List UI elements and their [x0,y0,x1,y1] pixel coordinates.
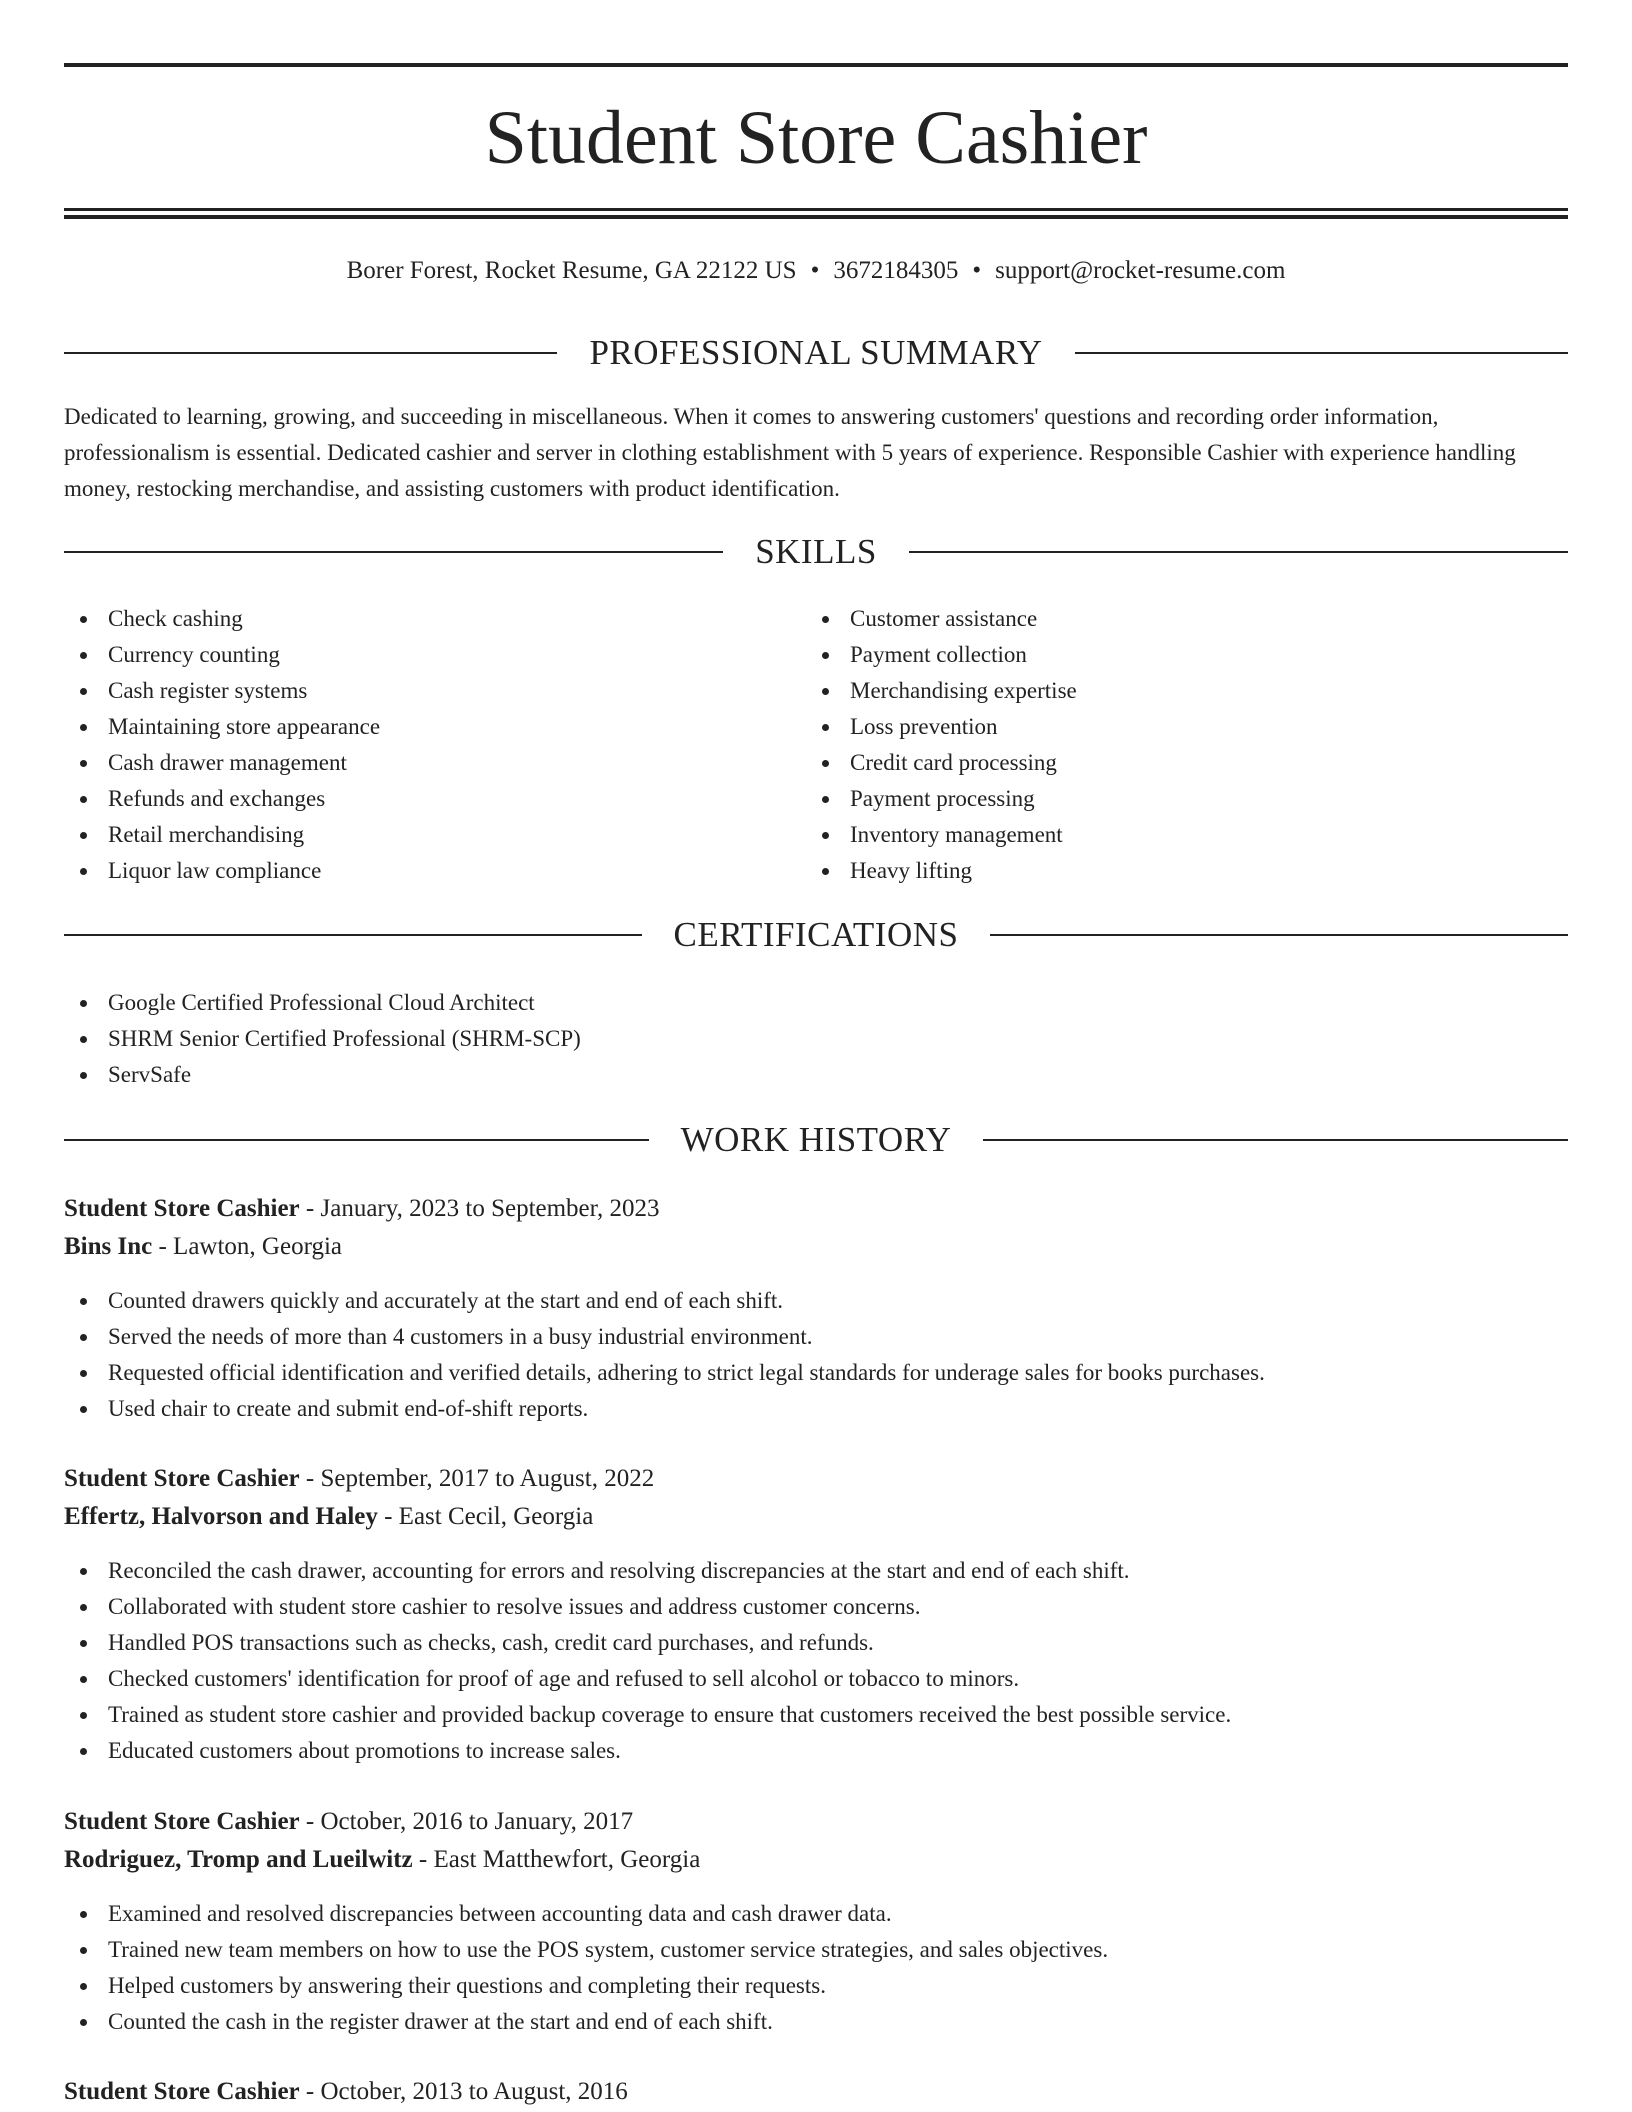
skill-item: Retail merchandising [64,817,794,853]
skills-heading: SKILLS [755,532,877,571]
job-bullet: Trained new team members on how to use the POS system, customer service strategies, and sales objectives. [64,1932,1568,1968]
job-bullet: Handled POS transactions such as checks, cash, credit card purchases, and refunds. [64,1625,1568,1661]
certifications-list [64,985,1568,1093]
skill-item: Payment processing [806,781,1566,817]
section-rule-left [64,551,723,553]
skill-item: Liquor law compliance [64,853,794,889]
job-dates: - January, 2023 to September, 2023 [299,1195,660,1222]
job-title: Student Store Cashier [64,1465,300,1492]
contact-address: Borer Forest, Rocket Resume, GA 22122 US [346,257,797,284]
job-bullet: Counted the cash in the register drawer at the start and end of each shift. [64,2004,1568,2040]
job-bullets [64,1283,1568,1427]
job-dates: - September, 2017 to August, 2022 [299,1465,655,1492]
job-location: - Lawton, Georgia [152,1233,342,1260]
certifications-section-header [64,913,1568,957]
job-title: Student Store Cashier [64,1808,300,1835]
section-rule-right [990,934,1568,936]
header-double-rule-lower [64,215,1568,219]
job-bullet: Used chair to create and submit end-of-shift reports. [64,1391,1568,1427]
work-history-heading: WORK HISTORY [680,1120,952,1159]
skill-item: Customer assistance [806,601,1566,637]
job-bullet: Collaborated with student store cashier to resolve issues and address customer concerns. [64,1589,1568,1625]
skill-item: Cash register systems [64,673,794,709]
contact-separator: • [810,257,820,284]
job-title-line [64,1190,1568,1228]
job-bullet: Reconciled the cash drawer, accounting for errors and resolving discrepancies at the start and end of each shift. [64,1553,1568,1589]
job-bullet: Educated customers about promotions to increase sales. [64,1733,1568,1769]
job-bullet: Helped customers by answering their questions and completing their requests. [64,1968,1568,2004]
skill-item: Check cashing [64,601,794,637]
job-title-line [64,2073,1568,2111]
certification-item: Google Certified Professional Cloud Architect [64,985,1568,1021]
job-company: Bins Inc [64,1233,153,1260]
job-company-line [64,1498,1568,1536]
skill-item: Credit card processing [806,745,1566,781]
skill-item: Heavy lifting [806,853,1566,889]
certification-item: ServSafe [64,1057,1568,1093]
job-bullets [64,1896,1568,2040]
skill-item: Currency counting [64,637,794,673]
skill-item: Maintaining store appearance [64,709,794,745]
skill-item: Cash drawer management [64,745,794,781]
skill-item: Merchandising expertise [806,673,1566,709]
job-dates: - October, 2016 to January, 2017 [299,1808,634,1835]
job-title: Student Store Cashier [64,1195,300,1222]
section-rule-right [983,1139,1568,1141]
job-company-line [64,1841,1568,1879]
job-company-line [64,1228,1568,1266]
skill-item: Inventory management [806,817,1566,853]
section-rule-left [64,352,557,354]
summary-heading: PROFESSIONAL SUMMARY [589,333,1043,372]
contact-separator: • [972,257,982,284]
job-location: - East Cecil, Georgia [377,1503,594,1530]
job-bullet: Examined and resolved discrepancies between accounting data and cash drawer data. [64,1896,1568,1932]
job-bullet: Checked customers' identification for proof of age and refused to sell alcohol or tobacco to minors. [64,1661,1568,1697]
section-rule-left [64,1139,649,1141]
section-rule-left [64,934,642,936]
job-company: Rodriguez, Tromp and Lueilwitz [64,1846,413,1873]
job-title: Student Store Cashier [64,2078,300,2105]
job-title-line [64,1803,1568,1841]
certification-item: SHRM Senior Certified Professional (SHRM-SCP) [64,1021,1568,1057]
contact-phone: 3672184305 [833,257,959,284]
job-dates: - October, 2013 to August, 2016 [299,2078,628,2105]
job-bullet: Counted drawers quickly and accurately at the start and end of each shift. [64,1283,1568,1319]
job-bullet: Trained as student store cashier and provided backup coverage to ensure that customers received the best possible service. [64,1697,1568,1733]
section-rule-right [1075,352,1568,354]
job-bullets [64,1553,1568,1769]
job-bullet: Served the needs of more than 4 customers in a busy industrial environment. [64,1319,1568,1355]
summary-text: Dedicated to learning, growing, and succeeding in miscellaneous. When it comes to answering customers' questions and recording order information, professionalism is essential. Dedicated cashier and server in clothing establishment with 5 years of experience. Responsible Cashier with experience handling money, restocking merchandise, and assisting customers with product identification. [64,404,1516,501]
skill-item: Loss prevention [806,709,1566,745]
contact-email: support@rocket-resume.com [995,257,1286,284]
contact-line [64,254,1568,288]
skills-list-right [806,601,1566,889]
skill-item: Refunds and exchanges [64,781,794,817]
job-location: - East Matthewfort, Georgia [412,1846,701,1873]
job-title-line [64,1460,1568,1498]
section-rule-right [909,551,1568,553]
certifications-heading: CERTIFICATIONS [673,915,959,954]
job-company: Effertz, Halvorson and Haley [64,1503,378,1530]
header-double-rule-upper [64,208,1568,211]
summary-section-header [64,331,1568,375]
skill-item: Payment collection [806,637,1566,673]
header-top-rule [64,63,1568,67]
job-bullet: Requested official identification and verified details, adhering to strict legal standards for underage sales for books purchases. [64,1355,1568,1391]
skills-list-left [64,601,794,889]
resume-title: Student Store Cashier [484,96,1148,180]
work-history-section-header [64,1118,1568,1162]
skills-section-header [64,530,1568,574]
